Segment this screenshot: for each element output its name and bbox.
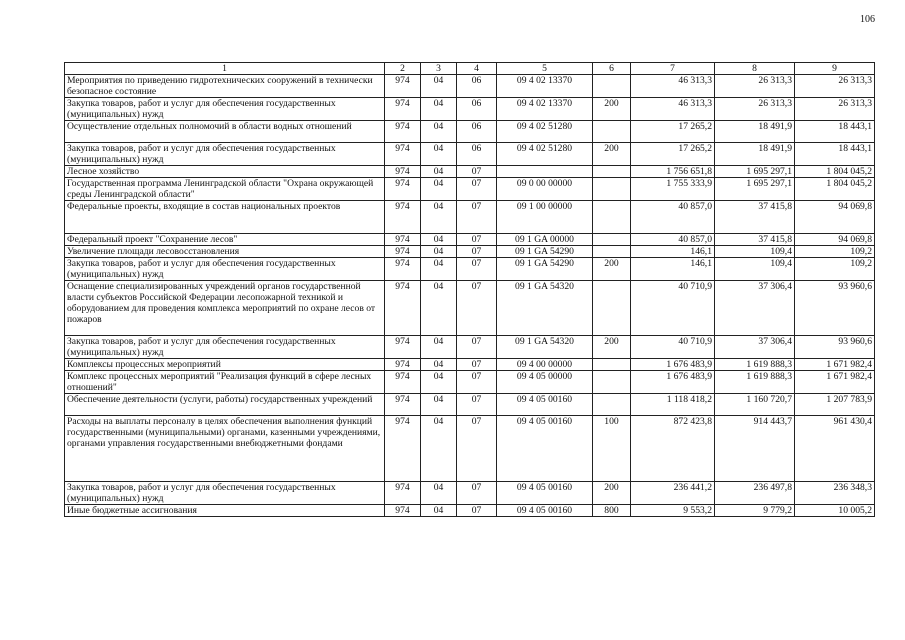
header-cell: 9	[795, 63, 875, 75]
table-row	[65, 416, 875, 482]
cell-amount-1: 236 441,2	[631, 482, 715, 505]
table-row	[65, 75, 875, 98]
cell-amount-1: 40 710,9	[631, 336, 715, 359]
header-cell: 8	[715, 63, 795, 75]
table-row	[65, 359, 875, 371]
cell-section: 04	[421, 281, 457, 336]
cell-amount-2: 26 313,3	[715, 98, 795, 121]
cell-amount-3: 94 069,8	[795, 234, 875, 246]
cell-amount-2: 109,4	[715, 246, 795, 258]
cell-subsection: 06	[457, 121, 497, 143]
cell-subsection: 06	[457, 75, 497, 98]
cell-target-article: 09 4 02 51280	[497, 121, 593, 143]
cell-amount-1: 872 423,8	[631, 416, 715, 482]
cell-target-article: 09 1 GA 54320	[497, 336, 593, 359]
cell-section: 04	[421, 416, 457, 482]
cell-subsection: 06	[457, 98, 497, 121]
cell-ministry-code: 974	[385, 121, 421, 143]
header-cell: 6	[593, 63, 631, 75]
header-cell: 5	[497, 63, 593, 75]
cell-amount-1: 146,1	[631, 258, 715, 281]
table-row	[65, 371, 875, 394]
cell-subsection: 07	[457, 234, 497, 246]
header-cell: 7	[631, 63, 715, 75]
row-name: Комплексы процессных мероприятий	[65, 359, 385, 371]
cell-amount-1: 1 755 333,9	[631, 178, 715, 201]
cell-amount-2: 109,4	[715, 258, 795, 281]
cell-section: 04	[421, 482, 457, 505]
cell-amount-3: 109,2	[795, 258, 875, 281]
table-row	[65, 121, 875, 143]
cell-expense-type: 200	[593, 336, 631, 359]
cell-subsection: 06	[457, 143, 497, 166]
cell-amount-3: 26 313,3	[795, 75, 875, 98]
cell-expense-type	[593, 178, 631, 201]
cell-subsection: 07	[457, 482, 497, 505]
cell-section: 04	[421, 359, 457, 371]
cell-amount-3: 1 804 045,2	[795, 166, 875, 178]
cell-expense-type	[593, 121, 631, 143]
cell-subsection: 07	[457, 394, 497, 416]
cell-amount-2: 914 443,7	[715, 416, 795, 482]
cell-amount-2: 18 491,9	[715, 121, 795, 143]
cell-amount-3: 961 430,4	[795, 416, 875, 482]
cell-section: 04	[421, 234, 457, 246]
cell-ministry-code: 974	[385, 201, 421, 234]
cell-amount-3: 18 443,1	[795, 121, 875, 143]
table-body	[65, 75, 875, 517]
cell-amount-3: 1 671 982,4	[795, 371, 875, 394]
cell-expense-type: 100	[593, 416, 631, 482]
cell-target-article: 09 0 00 00000	[497, 178, 593, 201]
cell-ministry-code: 974	[385, 143, 421, 166]
cell-section: 04	[421, 201, 457, 234]
cell-section: 04	[421, 166, 457, 178]
cell-expense-type	[593, 394, 631, 416]
cell-target-article: 09 4 05 00160	[497, 416, 593, 482]
cell-amount-1: 40 710,9	[631, 281, 715, 336]
table-row	[65, 336, 875, 359]
cell-section: 04	[421, 246, 457, 258]
cell-amount-1: 17 265,2	[631, 143, 715, 166]
cell-target-article: 09 4 00 00000	[497, 359, 593, 371]
row-name: Обеспечение деятельности (услуги, работы) государственных учреждений	[65, 394, 385, 416]
cell-target-article: 09 4 05 00160	[497, 482, 593, 505]
cell-amount-3: 94 069,8	[795, 201, 875, 234]
table-row	[65, 98, 875, 121]
cell-subsection: 07	[457, 416, 497, 482]
cell-ministry-code: 974	[385, 482, 421, 505]
cell-ministry-code: 974	[385, 416, 421, 482]
table-row	[65, 281, 875, 336]
table-row	[65, 178, 875, 201]
cell-subsection: 07	[457, 258, 497, 281]
cell-ministry-code: 974	[385, 246, 421, 258]
cell-subsection: 07	[457, 281, 497, 336]
row-name: Лесное хозяйство	[65, 166, 385, 178]
cell-amount-3: 93 960,6	[795, 281, 875, 336]
cell-amount-1: 40 857,0	[631, 234, 715, 246]
cell-subsection: 07	[457, 505, 497, 517]
cell-ministry-code: 974	[385, 505, 421, 517]
cell-expense-type	[593, 281, 631, 336]
cell-subsection: 07	[457, 166, 497, 178]
cell-amount-3: 10 005,2	[795, 505, 875, 517]
header-row	[65, 63, 875, 75]
cell-section: 04	[421, 371, 457, 394]
cell-expense-type	[593, 201, 631, 234]
cell-expense-type	[593, 359, 631, 371]
cell-subsection: 07	[457, 336, 497, 359]
table-row	[65, 246, 875, 258]
cell-amount-2: 18 491,9	[715, 143, 795, 166]
table-row	[65, 234, 875, 246]
header-cell: 2	[385, 63, 421, 75]
cell-target-article: 09 1 GA 54290	[497, 246, 593, 258]
cell-ministry-code: 974	[385, 178, 421, 201]
cell-ministry-code: 974	[385, 75, 421, 98]
row-name: Закупка товаров, работ и услуг для обеспечения государственных (муниципальных) нужд	[65, 336, 385, 359]
cell-section: 04	[421, 394, 457, 416]
row-name: Мероприятия по приведению гидротехнических сооружений в технически безопасное состояние	[65, 75, 385, 98]
cell-ministry-code: 974	[385, 371, 421, 394]
cell-amount-2: 37 415,8	[715, 201, 795, 234]
cell-amount-3: 1 671 982,4	[795, 359, 875, 371]
table-row	[65, 166, 875, 178]
row-name: Закупка товаров, работ и услуг для обеспечения государственных (муниципальных) нужд	[65, 143, 385, 166]
cell-section: 04	[421, 336, 457, 359]
cell-target-article: 09 4 02 13370	[497, 75, 593, 98]
cell-ministry-code: 974	[385, 281, 421, 336]
cell-expense-type: 200	[593, 98, 631, 121]
cell-expense-type: 800	[593, 505, 631, 517]
cell-expense-type	[593, 234, 631, 246]
cell-section: 04	[421, 178, 457, 201]
cell-amount-1: 46 313,3	[631, 98, 715, 121]
cell-amount-2: 9 779,2	[715, 505, 795, 517]
table-row	[65, 505, 875, 517]
row-name: Увеличение площади лесовосстановления	[65, 246, 385, 258]
cell-target-article: 09 4 02 51280	[497, 143, 593, 166]
row-name: Государственная программа Ленинградской области "Охрана окружающей среды Ленинградской области"	[65, 178, 385, 201]
cell-amount-2: 1 695 297,1	[715, 178, 795, 201]
cell-section: 04	[421, 121, 457, 143]
cell-amount-2: 236 497,8	[715, 482, 795, 505]
cell-target-article: 09 1 00 00000	[497, 201, 593, 234]
row-name: Федеральный проект "Сохранение лесов"	[65, 234, 385, 246]
page-number: 106	[860, 14, 875, 25]
cell-target-article: 09 4 05 00000	[497, 371, 593, 394]
row-name: Закупка товаров, работ и услуг для обеспечения государственных (муниципальных) нужд	[65, 482, 385, 505]
cell-section: 04	[421, 258, 457, 281]
cell-ministry-code: 974	[385, 98, 421, 121]
header-cell: 1	[65, 63, 385, 75]
budget-table	[64, 62, 875, 517]
cell-ministry-code: 974	[385, 394, 421, 416]
header-cell: 3	[421, 63, 457, 75]
table-row	[65, 143, 875, 166]
cell-target-article: 09 1 GA 54320	[497, 281, 593, 336]
cell-expense-type	[593, 75, 631, 98]
cell-expense-type: 200	[593, 258, 631, 281]
cell-amount-3: 26 313,3	[795, 98, 875, 121]
header-cell: 4	[457, 63, 497, 75]
cell-amount-2: 37 306,4	[715, 336, 795, 359]
cell-section: 04	[421, 143, 457, 166]
cell-amount-2: 1 695 297,1	[715, 166, 795, 178]
cell-amount-1: 9 553,2	[631, 505, 715, 517]
cell-section: 04	[421, 505, 457, 517]
cell-target-article: 09 4 05 00160	[497, 394, 593, 416]
table-row	[65, 201, 875, 234]
cell-amount-3: 236 348,3	[795, 482, 875, 505]
cell-amount-1: 1 676 483,9	[631, 359, 715, 371]
cell-target-article: 09 4 02 13370	[497, 98, 593, 121]
cell-amount-2: 1 160 720,7	[715, 394, 795, 416]
cell-target-article: 09 4 05 00160	[497, 505, 593, 517]
cell-ministry-code: 974	[385, 258, 421, 281]
cell-amount-1: 1 118 418,2	[631, 394, 715, 416]
cell-expense-type	[593, 166, 631, 178]
cell-subsection: 07	[457, 246, 497, 258]
row-name: Расходы на выплаты персоналу в целях обеспечения выполнения функций государственными (муниципальными) органами, казенными учреждениями, органами управления государственными внебюджетными фондами	[65, 416, 385, 482]
cell-expense-type	[593, 371, 631, 394]
cell-expense-type	[593, 246, 631, 258]
cell-amount-2: 1 619 888,3	[715, 371, 795, 394]
cell-amount-3: 1 804 045,2	[795, 178, 875, 201]
cell-amount-2: 26 313,3	[715, 75, 795, 98]
cell-amount-3: 1 207 783,9	[795, 394, 875, 416]
cell-amount-1: 1 756 651,8	[631, 166, 715, 178]
cell-amount-2: 1 619 888,3	[715, 359, 795, 371]
cell-ministry-code: 974	[385, 359, 421, 371]
cell-amount-1: 46 313,3	[631, 75, 715, 98]
cell-amount-1: 146,1	[631, 246, 715, 258]
cell-amount-1: 40 857,0	[631, 201, 715, 234]
cell-target-article: 09 1 GA 00000	[497, 234, 593, 246]
cell-amount-3: 93 960,6	[795, 336, 875, 359]
row-name: Федеральные проекты, входящие в состав национальных проектов	[65, 201, 385, 234]
cell-amount-1: 17 265,2	[631, 121, 715, 143]
cell-subsection: 07	[457, 201, 497, 234]
row-name: Комплекс процессных мероприятий "Реализация функций в сфере лесных отношений"	[65, 371, 385, 394]
cell-subsection: 07	[457, 371, 497, 394]
table-row	[65, 394, 875, 416]
cell-ministry-code: 974	[385, 336, 421, 359]
table-row	[65, 258, 875, 281]
cell-subsection: 07	[457, 178, 497, 201]
cell-ministry-code: 974	[385, 234, 421, 246]
cell-amount-3: 18 443,1	[795, 143, 875, 166]
row-name: Оснащение специализированных учреждений органов государственной власти субъектов Российской Федерации лесопожарной техникой и оборудованием для проведения комплекса мероприятий по охране лесов от пожаров	[65, 281, 385, 336]
cell-expense-type: 200	[593, 143, 631, 166]
row-name: Иные бюджетные ассигнования	[65, 505, 385, 517]
cell-ministry-code: 974	[385, 166, 421, 178]
row-name: Закупка товаров, работ и услуг для обеспечения государственных (муниципальных) нужд	[65, 98, 385, 121]
cell-subsection: 07	[457, 359, 497, 371]
cell-amount-2: 37 415,8	[715, 234, 795, 246]
cell-target-article: 09 1 GA 54290	[497, 258, 593, 281]
cell-amount-1: 1 676 483,9	[631, 371, 715, 394]
cell-expense-type: 200	[593, 482, 631, 505]
cell-section: 04	[421, 75, 457, 98]
cell-amount-2: 37 306,4	[715, 281, 795, 336]
row-name: Закупка товаров, работ и услуг для обеспечения государственных (муниципальных) нужд	[65, 258, 385, 281]
cell-target-article	[497, 166, 593, 178]
cell-amount-3: 109,2	[795, 246, 875, 258]
cell-section: 04	[421, 98, 457, 121]
row-name: Осуществление отдельных полномочий в области водных отношений	[65, 121, 385, 143]
table-row	[65, 482, 875, 505]
